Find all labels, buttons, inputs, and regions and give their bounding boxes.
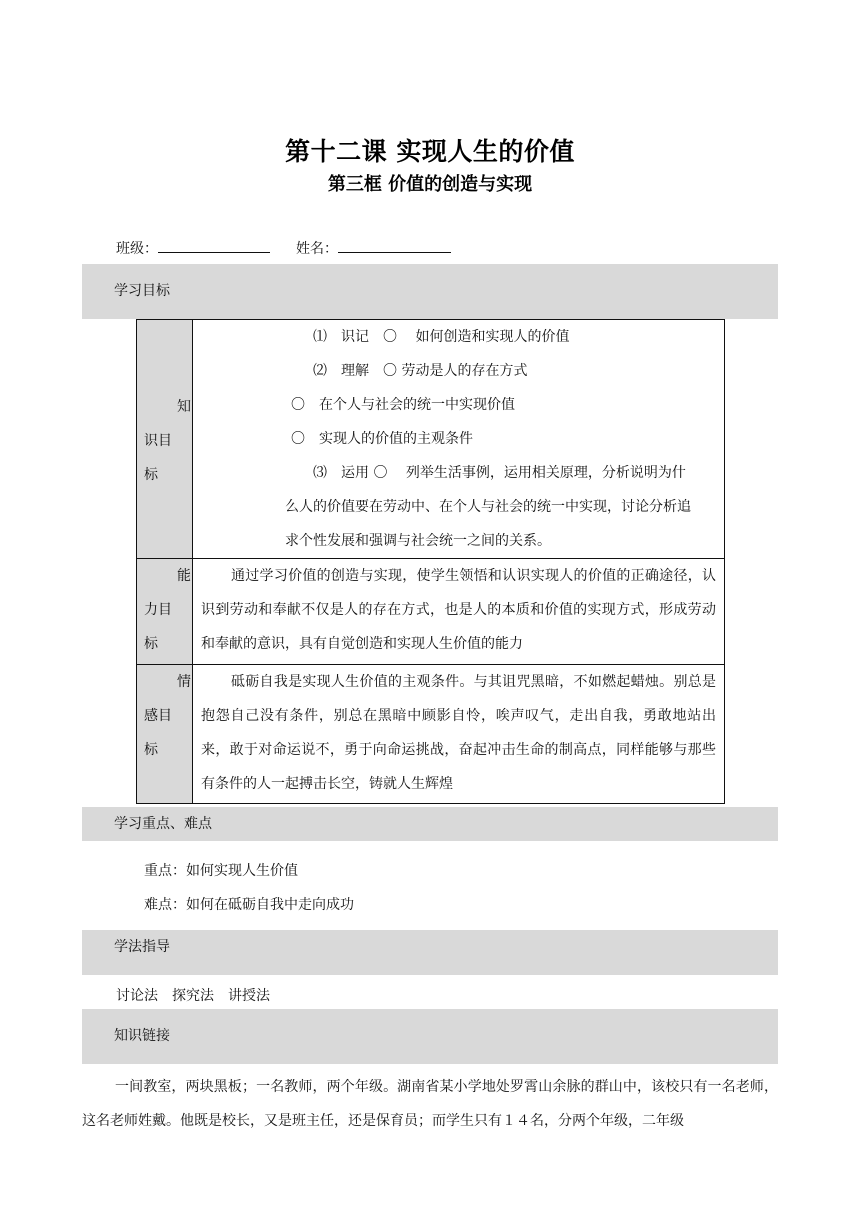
knowledge-line-3: 〇 在个人与社会的统一中实现价值 — [291, 397, 515, 413]
ability-goal-text: 通过学习价值的创造与实现，使学生领悟和认识实现人的价值的正确途径，认识到劳动和奉献不仅是人的存在方式，也是人的本质和价值的实现方式，形成劳动和奉献的意识，具有自觉创造和实现人生价值的能力 — [201, 568, 716, 652]
difficulty-point: 难点：如何在砥砺自我中走向成功 — [144, 897, 354, 913]
knowledge-line-1: ⑴ 识记 〇 如何创造和实现人的价值 — [313, 329, 570, 345]
knowledge-goal-content — [193, 320, 725, 559]
class-blank — [158, 238, 270, 253]
knowledge-line-5: ⑶ 运用 〇 列举生活事例，运用相关原理，分析说明为什 — [313, 465, 686, 481]
goals-table — [136, 319, 725, 804]
ability-goal-content — [193, 559, 725, 665]
knowledge-link-text: 一间教室，两块黑板；一名教师，两个年级。湖南省某小学地处罗霄山余脉的群山中，该校只有一名老师，这名老师姓戴。他既是校长，又是班主任，还是保育员；而学生只有１４名，分两个年级，二年级 — [82, 1079, 778, 1129]
ability-goal-row — [137, 559, 725, 665]
emotion-goal-text: 砥砺自我是实现人生价值的主观条件。与其诅咒黑暗，不如燃起蜡烛。别总是抱怨自己没有条件，别总在黑暗中顾影自怜，唉声叹气，走出自我，勇敢地站出来，敢于对命运说不，勇于向命运挑战，奋起冲击生命的制高点，同样能够与那些有条件的人一起搏击长空，铸就人生辉煌 — [201, 674, 716, 792]
focus-point: 重点：如何实现人生价值 — [144, 863, 298, 879]
section-method-guide: 学法指导 — [82, 930, 778, 975]
section-key-points: 学习重点、难点 — [82, 807, 778, 841]
ability-goal-label: 能 力目 标 — [137, 559, 193, 665]
knowledge-line-2: ⑵ 理解 〇 劳动是人的存在方式 — [313, 363, 528, 379]
knowledge-goal-label: 知 识目 标 — [137, 320, 193, 559]
emotion-goal-label: 情 感目 标 — [137, 665, 193, 804]
section-objectives: 学习目标 — [82, 264, 778, 319]
lesson-title: 第十二课 实现人生的价值 — [285, 137, 575, 166]
emotion-goal-row — [137, 665, 725, 804]
name-label: 姓名： — [296, 241, 338, 257]
class-label: 班级： — [116, 241, 158, 257]
knowledge-goal-row — [137, 320, 725, 559]
class-field — [116, 238, 270, 258]
section-knowledge-link: 知识链接 — [82, 1009, 778, 1064]
method-list: 讨论法 探究法 讲授法 — [116, 988, 270, 1004]
knowledge-line-4: 〇 实现人的价值的主观条件 — [291, 431, 473, 447]
knowledge-line-7: 求个性发展和强调与社会统一之间的关系。 — [285, 533, 551, 549]
name-blank — [338, 238, 451, 253]
emotion-goal-content — [193, 665, 725, 804]
name-field — [296, 238, 451, 258]
knowledge-line-6: 么人的价值要在劳动中、在个人与社会的统一中实现，讨论分析追 — [285, 499, 691, 515]
lesson-subtitle: 第三框 价值的创造与实现 — [327, 174, 533, 195]
